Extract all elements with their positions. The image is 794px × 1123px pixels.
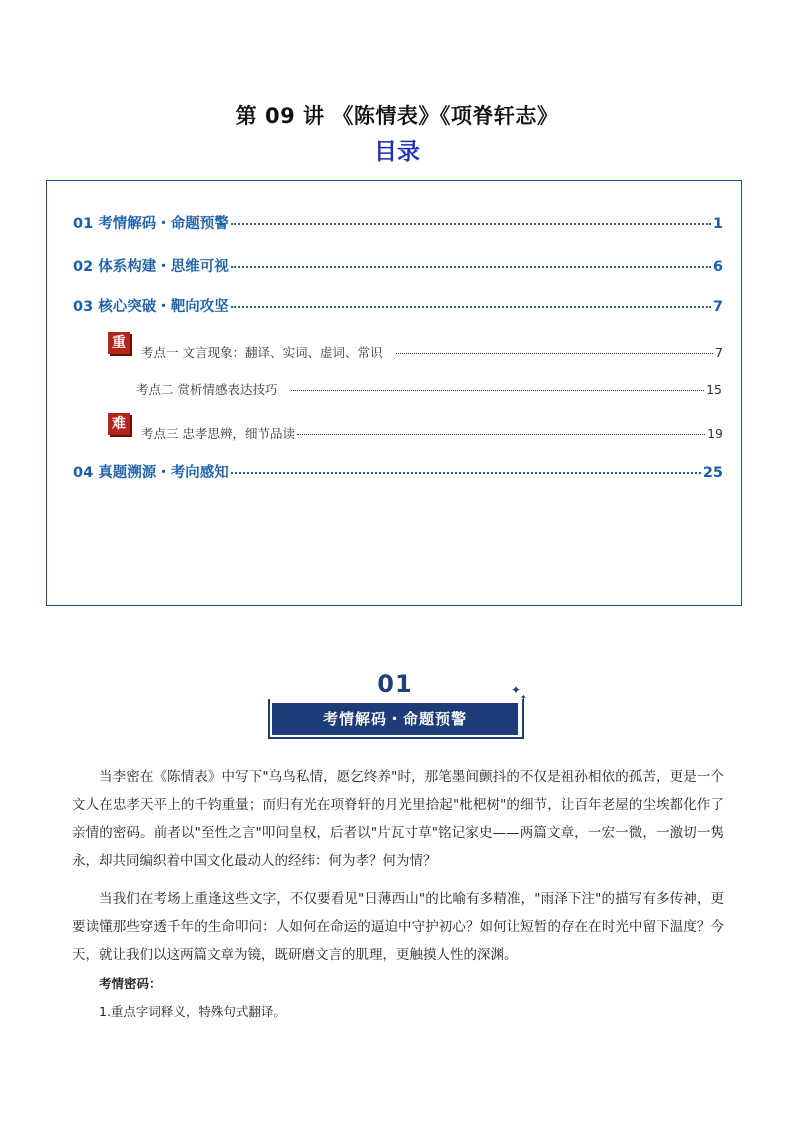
toc-leader bbox=[396, 352, 713, 354]
toc-leader bbox=[291, 389, 704, 391]
toc-item-page: 15 bbox=[706, 382, 722, 397]
toc-subitem-3[interactable] bbox=[141, 424, 723, 442]
toc-item-label: 考点一 文言现象：翻译、实词、虚词、常识 bbox=[141, 345, 383, 360]
toc-subitem-1[interactable] bbox=[141, 343, 723, 361]
toc-leader bbox=[231, 222, 711, 225]
toc-item-page: 1 bbox=[712, 216, 723, 232]
sparkle-small-icon: ✦ bbox=[520, 693, 527, 702]
toc-item-3[interactable] bbox=[73, 295, 723, 316]
exam-code-item-1: 1.重点字词释义，特殊句式翻译。 bbox=[99, 1004, 286, 1019]
toc-item-label: 03 核心突破・靶向攻坚 bbox=[73, 299, 229, 315]
toc-item-2[interactable] bbox=[73, 255, 723, 276]
toc-item-label: 考点三 忠孝思辨，细节品读 bbox=[141, 426, 295, 441]
toc-item-label: 01 考情解码・命题预警 bbox=[73, 216, 229, 232]
exam-code-label: 考情密码： bbox=[99, 976, 162, 991]
toc-leader bbox=[297, 433, 705, 435]
difficult-point-badge: 难 bbox=[108, 413, 130, 435]
table-of-contents bbox=[46, 180, 742, 606]
toc-item-label: 04 真题溯源・考向感知 bbox=[73, 465, 229, 481]
toc-item-4[interactable] bbox=[73, 461, 723, 482]
toc-item-1[interactable] bbox=[73, 212, 723, 233]
toc-leader bbox=[231, 471, 701, 474]
toc-item-page: 25 bbox=[702, 465, 723, 481]
sparkle-icon: ✦ bbox=[511, 683, 522, 697]
toc-item-page: 6 bbox=[712, 259, 723, 275]
toc-heading: 目录 bbox=[374, 139, 420, 165]
section-number: 01 bbox=[377, 670, 413, 698]
toc-item-page: 19 bbox=[707, 426, 723, 441]
section-banner: 考情解码・命题预警 bbox=[272, 703, 518, 735]
intro-paragraph-1: 当李密在《陈情表》中写下"乌鸟私情，愿乞终养"时，那笔墨间颤抖的不仅是祖孙相依的孤苦，更是一个文人在忠孝天平上的千钧重量；而归有光在项脊轩的月光里拾起"枇杷树"的细节，让百年老屋的尘埃都化作了亲情的密码。前者以"至性之言"叩问皇权，后者以"片瓦寸草"铭记家史——两篇文章，一宏一微，一激切一隽永，却共同编织着中国文化最动人的经纬：何为孝？何为情？ bbox=[72, 769, 724, 869]
toc-subitem-2[interactable] bbox=[136, 380, 722, 398]
toc-item-page: 7 bbox=[715, 345, 723, 360]
intro-paragraph-2: 当我们在考场上重逢这些文字，不仅要看见"日薄西山"的比喻有多精准，"雨泽下注"的描写有多传神，更要读懂那些穿透千年的生命叩问：人如何在命运的逼迫中守护初心？如何让短暂的存在在时光中留下温度？今天，就让我们以这两篇文章为镜，既研磨文言的肌理，更触摸人性的深渊。 bbox=[72, 891, 724, 963]
toc-item-label: 02 体系构建・思维可视 bbox=[73, 259, 229, 275]
toc-item-page: 7 bbox=[712, 299, 723, 315]
page-title: 第 09 讲 《陈情表》《项脊轩志》 bbox=[235, 104, 559, 128]
toc-leader bbox=[231, 265, 711, 268]
toc-item-label: 考点二 赏析情感表达技巧 bbox=[136, 382, 278, 397]
toc-leader bbox=[231, 305, 711, 308]
key-point-badge: 重 bbox=[108, 332, 130, 354]
